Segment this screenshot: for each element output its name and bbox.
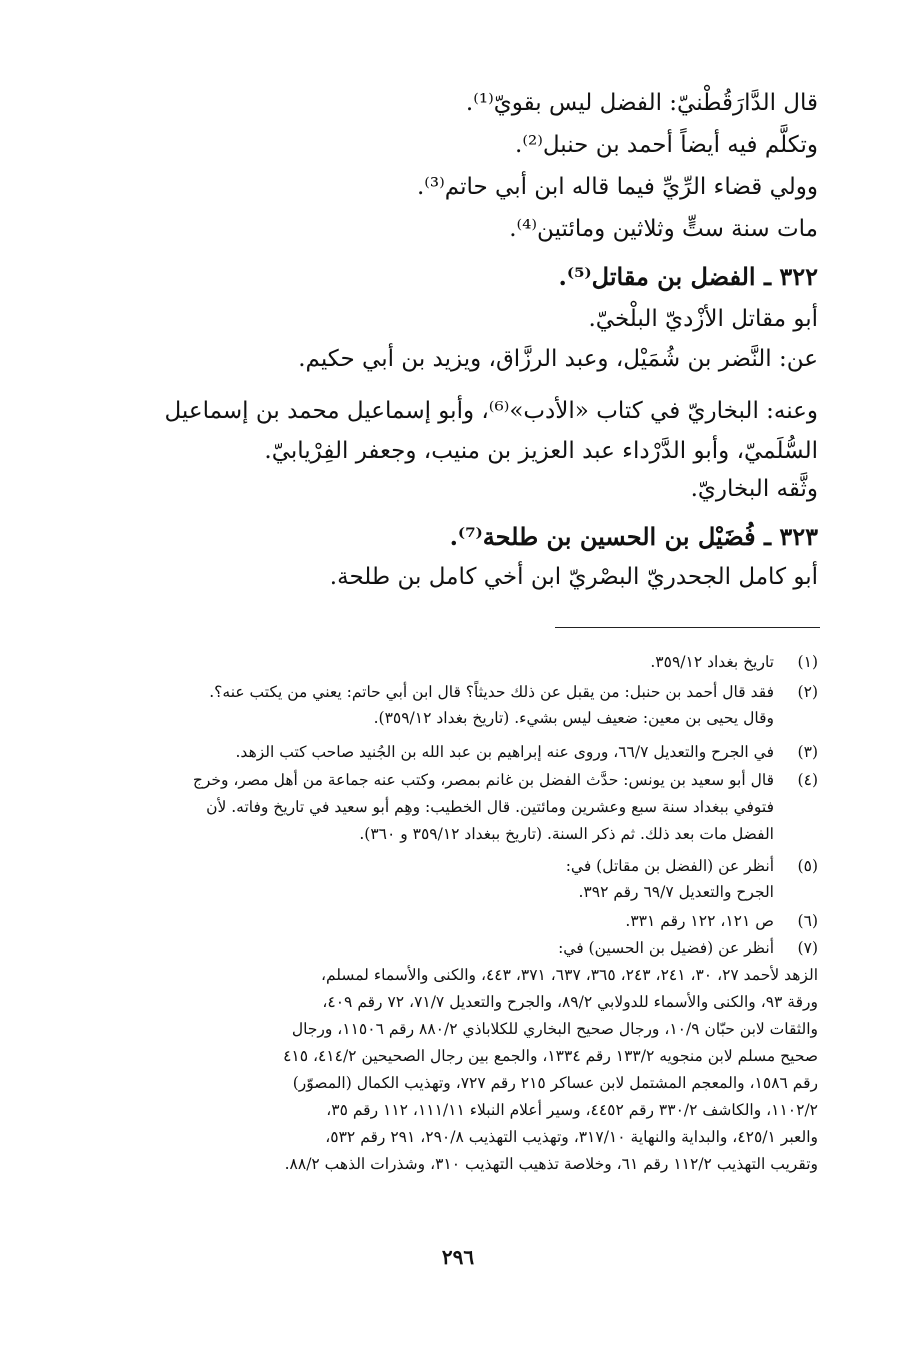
- body-line: قال الدَّارَقُطْنيّ: الفضل ليس بقويّ⁽¹⁾.: [465, 90, 818, 116]
- footnote-line: أنظر عن (فضيل بن الحسين) في:: [558, 939, 774, 957]
- body-line: مات سنة ستٍّ وثلاثين ومائتين⁽⁴⁾.: [509, 216, 818, 242]
- footnote-number: (٧): [797, 939, 818, 957]
- footnote-line: والعبر ٤٢٥/١، والبداية والنهاية ٣١٧/١٠، وتهذيب التهذيب ٢٩٠/٨، ٢٩١ رقم ٥٣٢،: [325, 1128, 818, 1146]
- footnote-line: فتوفي ببغداد سنة سبع وعشرين ومائتين. قال الخطيب: وهِم أبو سعيد في تاريخ وفاته. لأن: [206, 798, 774, 816]
- footnote-line: وتقريب التهذيب ١١٢/٢ رقم ٦١، وخلاصة تذهيب التهذيب ٣١٠، وشذرات الذهب ٨٨/٢.: [284, 1155, 818, 1173]
- body-line: وتكلَّم فيه أيضاً أحمد بن حنبل⁽²⁾.: [515, 132, 818, 158]
- footnote-line: صحيح مسلم لابن منجويه ١٣٣/٢ رقم ١٣٣٤، والجمع بين رجال الصحيحين ٤١٤/٢، ٤١٥: [283, 1047, 818, 1065]
- footnote-line: تاريخ بغداد ٣٥٩/١٢.: [650, 653, 774, 671]
- footnote-line: أنظر عن (الفضل بن مقاتل) في:: [565, 857, 774, 875]
- footnote-number: (٣): [797, 743, 818, 761]
- footnote-number: (٢): [797, 683, 818, 701]
- footnote-line: الزهد لأحمد ٢٧، ٣٠، ٢٤١، ٢٤٣، ٣٦٥، ٦٣٧، ٣٧١، ٤٤٣، والكنى والأسماء لمسلم،: [320, 966, 818, 984]
- footnote-line: الفضل مات بعد ذلك. ثم ذكر السنة. (تاريخ ببغداد ٣٥٩/١٢ و ٣٦٠).: [359, 825, 774, 843]
- footnote-line: ١١٠٢/٢، والكاشف ٣٣٠/٢ رقم ٤٤٥٢، وسير أعلام النبلاء ١١١/١١، ١١٢ رقم ٣٥،: [326, 1101, 818, 1119]
- entry-heading: ٣٢٣ ـ فُضَيْل بن الحسين بن طلحة⁽⁷⁾.: [449, 522, 818, 551]
- footnote-number: (٥): [797, 857, 818, 875]
- footnote-separator: [555, 627, 820, 628]
- body-line: وعنه: البخاريّ في كتاب «الأدب»⁽⁶⁾، وأبو إسماعيل محمد بن إسماعيل: [164, 398, 818, 424]
- footnote-line: والثقات لابن حبّان ١٠/٩، ورجال صحيح البخاري للكلاباذي ٨٨٠/٢ رقم ١١٥٠٦، ورجال: [291, 1020, 818, 1038]
- page-number: ٢٩٦: [441, 1245, 475, 1269]
- body-line: أبو مقاتل الأزْديّ البلْخيّ.: [588, 306, 818, 332]
- body-line: السُّلَميّ، وأبو الدَّرْداء عبد العزيز بن منيب، وجعفر الفِرْيابيّ.: [264, 438, 818, 464]
- body-line: وثَّقه البخاريّ.: [690, 476, 818, 502]
- footnote-line: ص ١٢١، ١٢٢ رقم ٣٣١.: [625, 912, 774, 930]
- entry-heading: ٣٢٢ ـ الفضل بن مقاتل⁽⁵⁾.: [558, 262, 818, 291]
- body-line: عن: النَّضر بن شُمَيْل، وعبد الرزَّاق، ويزيد بن أبي حكيم.: [298, 346, 818, 372]
- footnote-line: الجرح والتعديل ٦٩/٧ رقم ٣٩٢.: [578, 883, 774, 901]
- footnote-line: رقم ١٥٨٦، والمعجم المشتمل لابن عساكر ٢١٥ رقم ٧٢٧، وتهذيب الكمال (المصوّر): [292, 1074, 818, 1092]
- footnote-line: في الجرح والتعديل ٦٦/٧، وروى عنه إبراهيم بن عبد الله بن الجُنيد صاحب كتب الزهد.: [235, 743, 774, 761]
- body-line: أبو كامل الجحدريّ البصْريّ ابن أخي كامل بن طلحة.: [329, 564, 818, 590]
- footnote-line: فقد قال أحمد بن حنبل: من يقبل عن ذلك حديثاً؟ قال ابن أبي حاتم: يعني من يكتب عنه؟.: [209, 683, 774, 701]
- footnote-number: (٦): [797, 912, 818, 930]
- footnote-number: (٤): [797, 771, 818, 789]
- footnote-line: قال أبو سعيد بن يونس: حدَّث الفضل بن غانم بمصر، وكتب عنه جماعة من أهل مصر، وخرج: [192, 771, 774, 789]
- footnote-line: وقال يحيى بن معين: ضعيف ليس بشيء. (تاريخ بغداد ٣٥٩/١٢).: [373, 709, 774, 727]
- footnote-number: (١): [797, 653, 818, 671]
- footnote-line: ورقة ٩٣، والكنى والأسماء للدولابي ٨٩/٢، والجرح والتعديل ٧١/٧، ٧٢ رقم ٤٠٩،: [322, 993, 818, 1011]
- body-line: وولي قضاء الرِّيِّ فيما قاله ابن أبي حاتم⁽³⁾.: [416, 174, 818, 200]
